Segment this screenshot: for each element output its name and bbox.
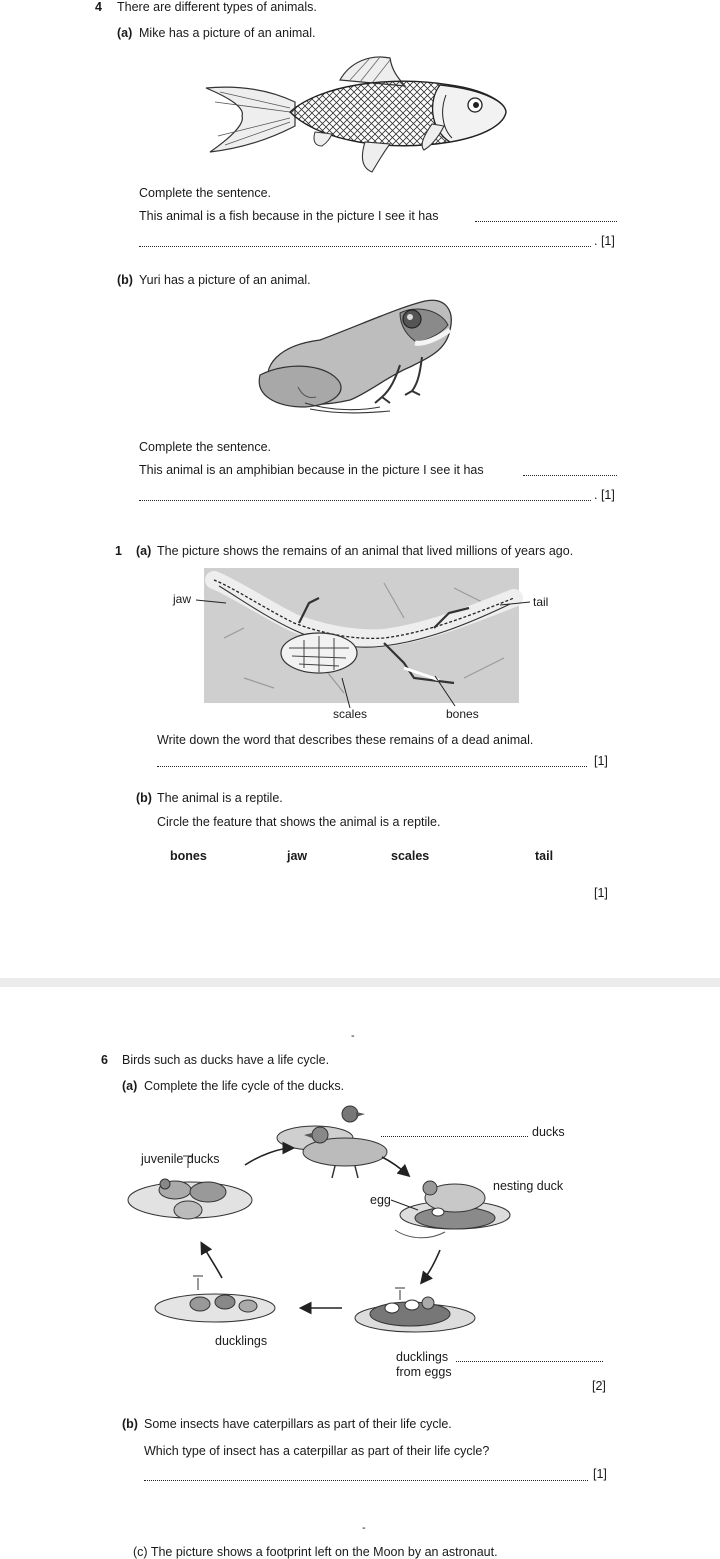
q1a-instruction: Write down the word that describes these remains of a dead animal. [157, 733, 534, 747]
q1a-label: (a) [136, 544, 152, 558]
page-bottom-mark: - [362, 1522, 366, 1534]
cycle-label-nesting-duck: nesting duck [493, 1179, 564, 1193]
cycle-label-ducklings-from-eggs-2: from eggs [396, 1365, 452, 1379]
q4b-mark: [1] [600, 488, 615, 502]
fossil-label-scales: scales [333, 707, 368, 721]
q4-stem: There are different types of animals. [117, 0, 317, 14]
q1b-instruction: Circle the feature that shows the animal is a reptile. [157, 815, 441, 829]
q4a-mark: [1] [600, 234, 615, 248]
cycle-label-juvenile-ducks: juvenile ducks [141, 1152, 220, 1166]
fossil-label-tail: tail [533, 595, 549, 609]
cycle-label-ducks: ducks [532, 1125, 565, 1139]
q1a-text: The picture shows the remains of an animal that lived millions of years ago. [157, 544, 574, 558]
q6-number: 6 [101, 1053, 108, 1067]
page-top-mark: - [351, 1030, 355, 1042]
cycle-label-ducklings: ducklings [215, 1334, 268, 1348]
q4b-instruction: Complete the sentence. [139, 440, 272, 454]
option-scales[interactable]: scales [391, 849, 430, 863]
q6a-mark: [2] [592, 1379, 606, 1393]
fossil-label-leaders [0, 0, 720, 760]
q6b-question: Which type of insect has a caterpillar as part of their life cycle? [144, 1444, 490, 1458]
q1b-label: (b) [136, 791, 152, 805]
q6a-text: Complete the life cycle of the ducks. [144, 1079, 345, 1093]
duck-life-cycle-diagram [120, 1100, 540, 1360]
q6-stem: Birds such as ducks have a life cycle. [122, 1053, 330, 1067]
q4a-text: Mike has a picture of an animal. [139, 26, 316, 40]
cycle-label-egg: egg [370, 1193, 391, 1207]
q6a-label: (a) [122, 1079, 138, 1093]
q1a-answer-line[interactable] [157, 766, 587, 767]
q6b-text: Some insects have caterpillars as part of their life cycle. [144, 1417, 452, 1431]
q6b-mark: [1] [593, 1467, 607, 1481]
fossil-label-jaw: jaw [173, 592, 192, 606]
page-divider [0, 978, 720, 987]
q4a-label: (a) [117, 26, 133, 40]
q1b-text: The animal is a reptile. [157, 791, 283, 805]
q4b-text: Yuri has a picture of an animal. [139, 273, 311, 287]
fossil-label-bones: bones [446, 707, 479, 721]
q6a-answer-line-ducklings[interactable] [456, 1361, 603, 1362]
q6c-cut-off-text: (c) The picture shows a footprint left on the Moon by an astronaut. [133, 1545, 498, 1559]
option-jaw[interactable]: jaw [287, 849, 308, 863]
option-tail[interactable]: tail [535, 849, 554, 863]
q4-number: 4 [95, 0, 102, 14]
q6a-answer-line-ducks[interactable] [381, 1136, 528, 1137]
q1a-mark: [1] [594, 754, 608, 768]
q1b-mark: [1] [594, 886, 608, 900]
q4b-sentence: This animal is an amphibian because in the picture I see it has [139, 463, 484, 477]
q6b-answer-line[interactable] [144, 1480, 588, 1481]
q4a-instruction: Complete the sentence. [139, 186, 272, 200]
cycle-label-ducklings-from-eggs-1: ducklings [396, 1350, 449, 1364]
q6b-label: (b) [122, 1417, 138, 1431]
q4b-label: (b) [117, 273, 133, 287]
q4a-sentence: This animal is a fish because in the picture I see it has [139, 209, 439, 223]
option-bones[interactable]: bones [170, 849, 207, 863]
q1-number: 1 [115, 544, 122, 558]
